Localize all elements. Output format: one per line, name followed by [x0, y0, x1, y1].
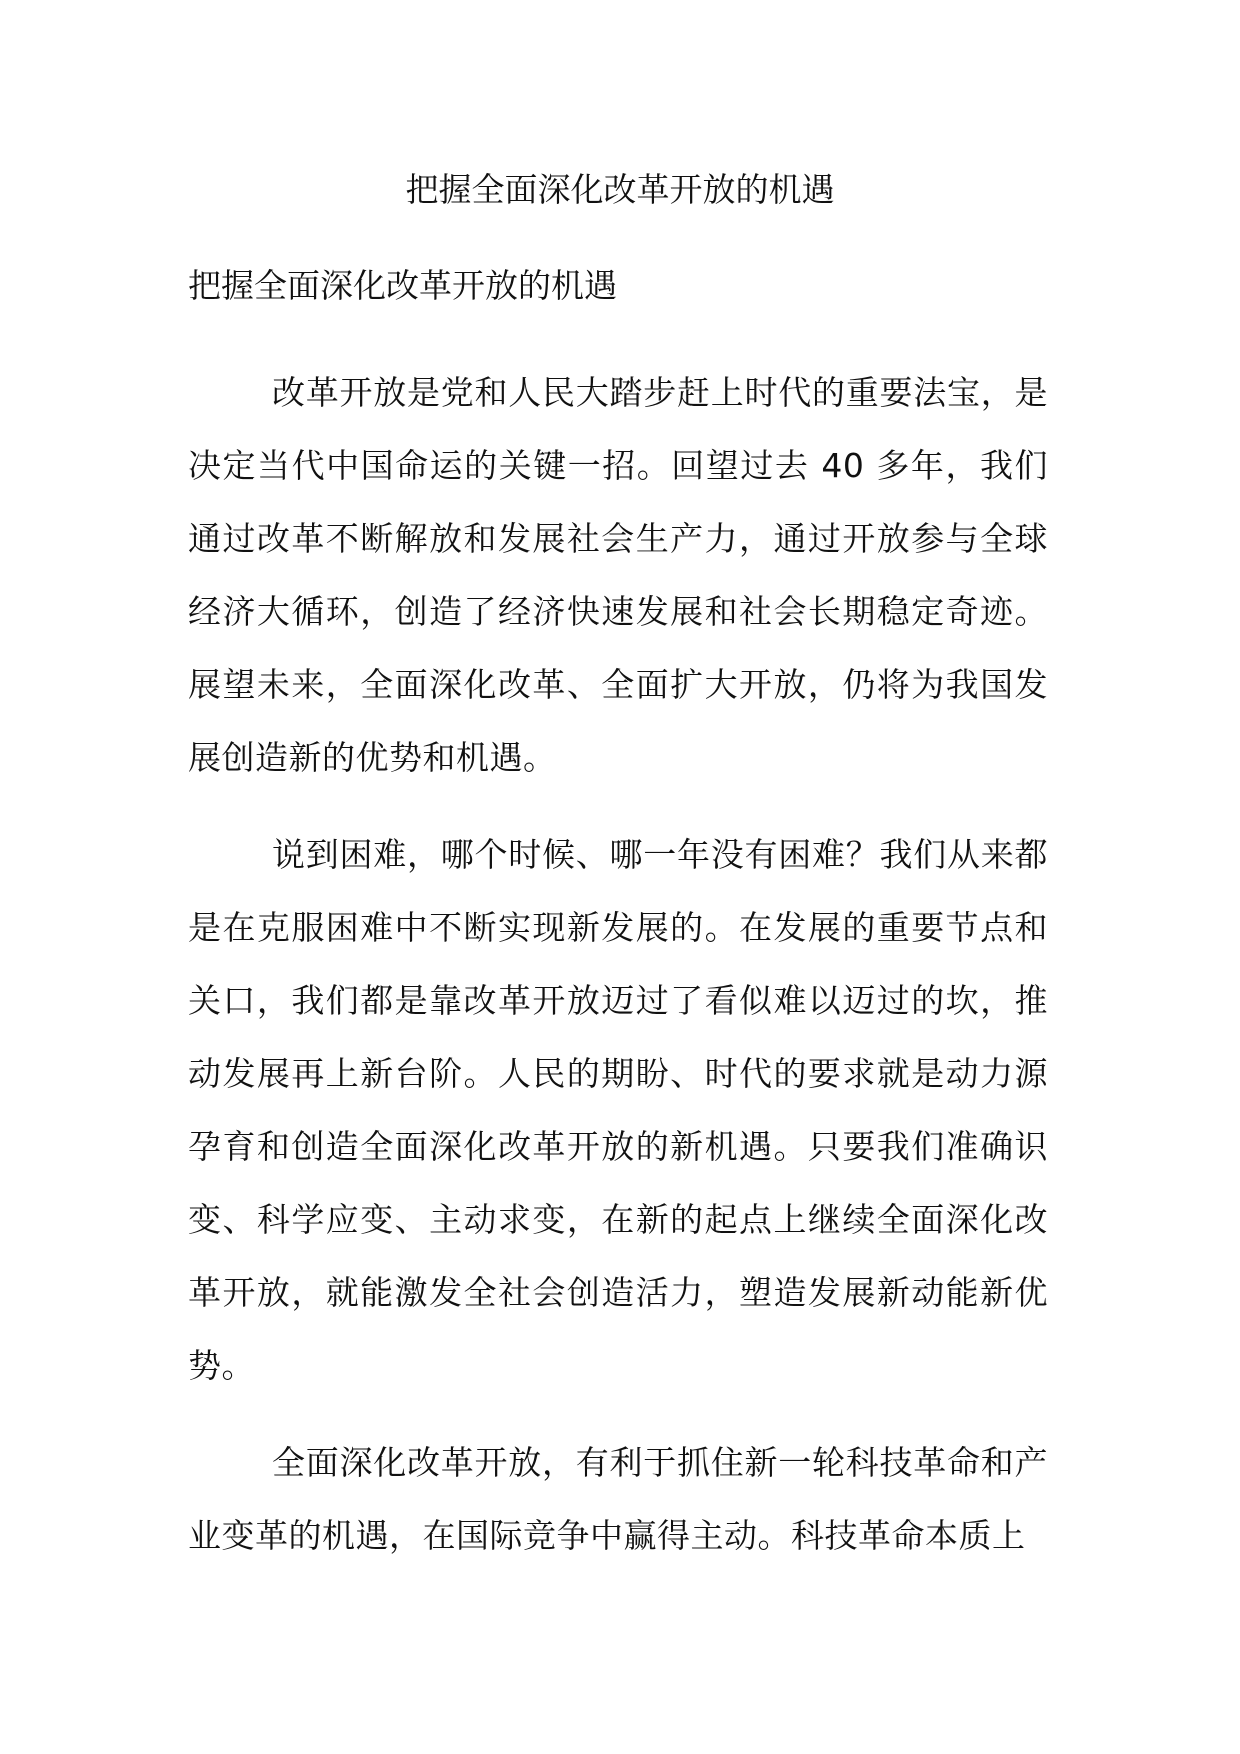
body-paragraph-2: 说到困难，哪个时候、哪一年没有困难？我们从来都是在克服困难中不断实现新发展的。在发展的重要节点和关口，我们都是靠改革开放迈过了看似难以迈过的坎，推动发展再上新台阶。人民的期盼、时代的要求就是动力源孕育和创造全面深化改革开放的新机遇。只要我们准确识变、科学应变、主动求变，在新的起点上继续全面深化改革开放，就能激发全社会创造活力，塑造发展新动能新优势。: [188, 835, 1048, 1385]
document-body: [188, 356, 1048, 1596]
document-subtitle: 把握全面深化改革开放的机遇: [188, 266, 617, 305]
body-paragraph-3: 全面深化改革开放，有利于抓住新一轮科技革命和产业变革的机遇，在国际竞争中赢得主动。科技革命本质上: [188, 1443, 1048, 1555]
document-title: 把握全面深化改革开放的机遇: [405, 170, 835, 209]
body-paragraph-1: 改革开放是党和人民大踏步赶上时代的重要法宝，是决定当代中国命运的关键一招。回望过去 40 多年，我们通过改革不断解放和发展社会生产力，通过开放参与全球经济大循环，创造了经济快速发展和社会长期稳定奇迹。展望未来，全面深化改革、全面扩大开放，仍将为我国发展创造新的优势和机遇。: [188, 373, 1048, 777]
